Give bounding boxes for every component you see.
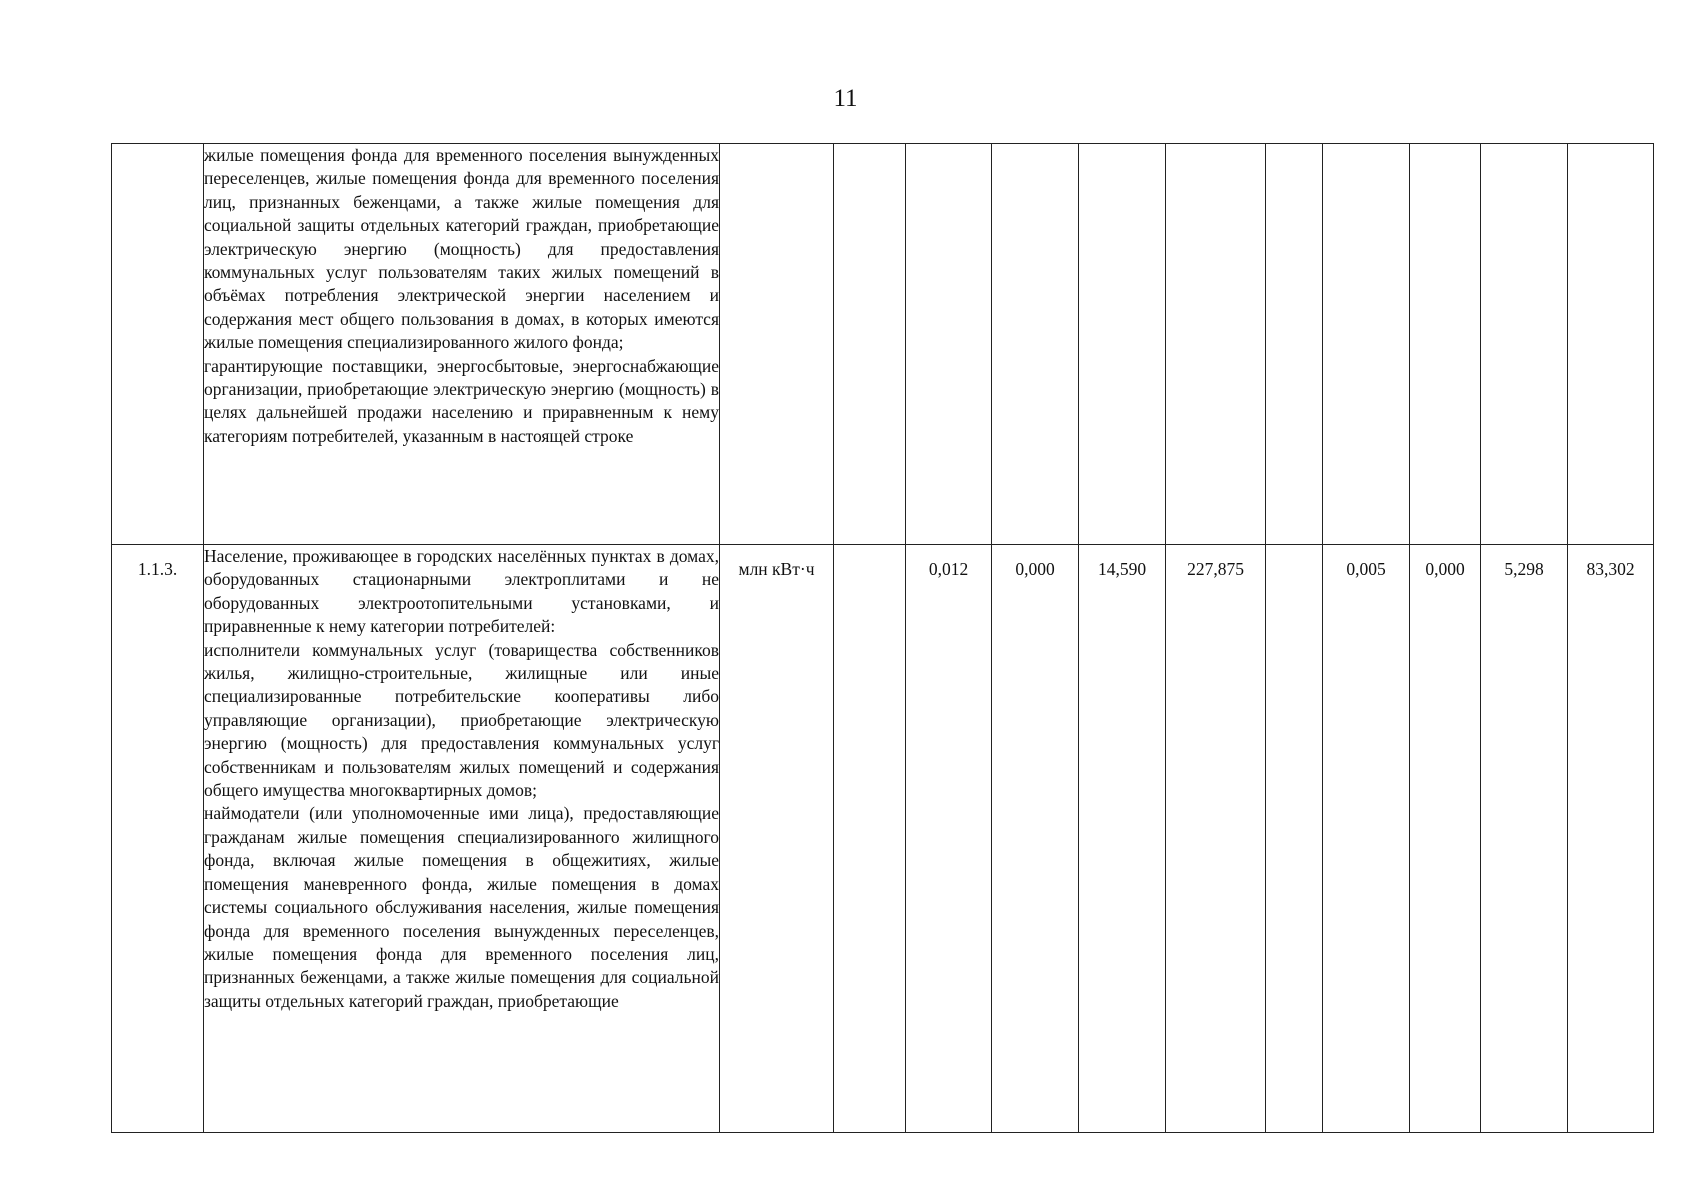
value-cell: 14,590 (1079, 545, 1166, 1133)
tariff-table (111, 143, 1654, 1133)
row-description-cell (204, 144, 720, 545)
table-row (112, 545, 1654, 1133)
value-cell (834, 545, 906, 1133)
description-paragraph: наймодатели (или уполномоченные ими лица), предоставляющие гражданам жилые помещения специализированного жилищного фонда, включая жилые помещения в общежитиях, жилые помещения маневренного фонда, жилые помещения в домах системы социального обслуживания населения, жилые помещения фонда для временного поселения вынужденных переселенцев, жилые помещения фонда для временного поселения лиц, признанных беженцами, а также жилые помещения для социальной защиты отдельных категорий граждан, приобретающие (204, 803, 719, 1011)
row-code-cell (112, 144, 204, 545)
value-cell (1079, 144, 1166, 545)
value-cell: 0,012 (906, 545, 992, 1133)
value-cell (1166, 144, 1266, 545)
value-cell: 5,298 (1481, 545, 1568, 1133)
description-paragraph: Население, проживающее в городских населённых пунктах в домах, оборудованных стационарными электроплитами и не оборудованных электроотопительными установками, и приравненные к нему категории потребителей: (204, 546, 719, 637)
page-number: 11 (833, 85, 858, 112)
value-cell: 0,000 (1410, 545, 1481, 1133)
value-cell: 0,000 (992, 545, 1079, 1133)
value-cell (906, 144, 992, 545)
value-cell (1481, 144, 1568, 545)
value-cell: 227,875 (1166, 545, 1266, 1133)
value-cell (1266, 144, 1323, 545)
value-cell (1266, 545, 1323, 1133)
value-cell: 0,005 (1323, 545, 1410, 1133)
unit-cell (720, 144, 834, 545)
value-cell (992, 144, 1079, 545)
row-code-cell: 1.1.3. (112, 545, 204, 1133)
description-paragraph: гарантирующие поставщики, энергосбытовые, энергоснабжающие организации, приобретающие электрическую энергию (мощность) в целях дальнейшей продажи населению и приравненным к нему категориям потребителей, указанным в настоящей строке (204, 355, 719, 446)
description-paragraph: исполнители коммунальных услуг (товарищества собственников жилья, жилищно-строительные, жилищные или иные специализированные потребительские кооперативы либо управляющие организации), приобретающие электрическую энергию (мощность) для предоставления коммунальных услуг собственникам и пользователям жилых помещений и содержания общего имущества многоквартирных домов; (204, 639, 719, 801)
value-cell (1568, 144, 1654, 545)
value-cell (1410, 144, 1481, 545)
row-description-cell (204, 545, 720, 1133)
value-cell (1323, 144, 1410, 545)
description-paragraph: жилые помещения фонда для временного поселения вынужденных переселенцев, жилые помещения фонда для временного поселения лиц, признанных беженцами, а также жилые помещения для социальной защиты отдельных категорий граждан, приобретающие электрическую энергию (мощность) для предоставления коммунальных услуг пользователям таких жилых помещений в объёмах потребления электрической энергии населением и содержания мест общего пользования в домах, в которых имеются жилые помещения специализированного жилого фонда; (204, 145, 719, 353)
value-cell: 83,302 (1568, 545, 1654, 1133)
unit-cell: млн кВт·ч (720, 545, 834, 1133)
table-row (112, 144, 1654, 545)
value-cell (834, 144, 906, 545)
